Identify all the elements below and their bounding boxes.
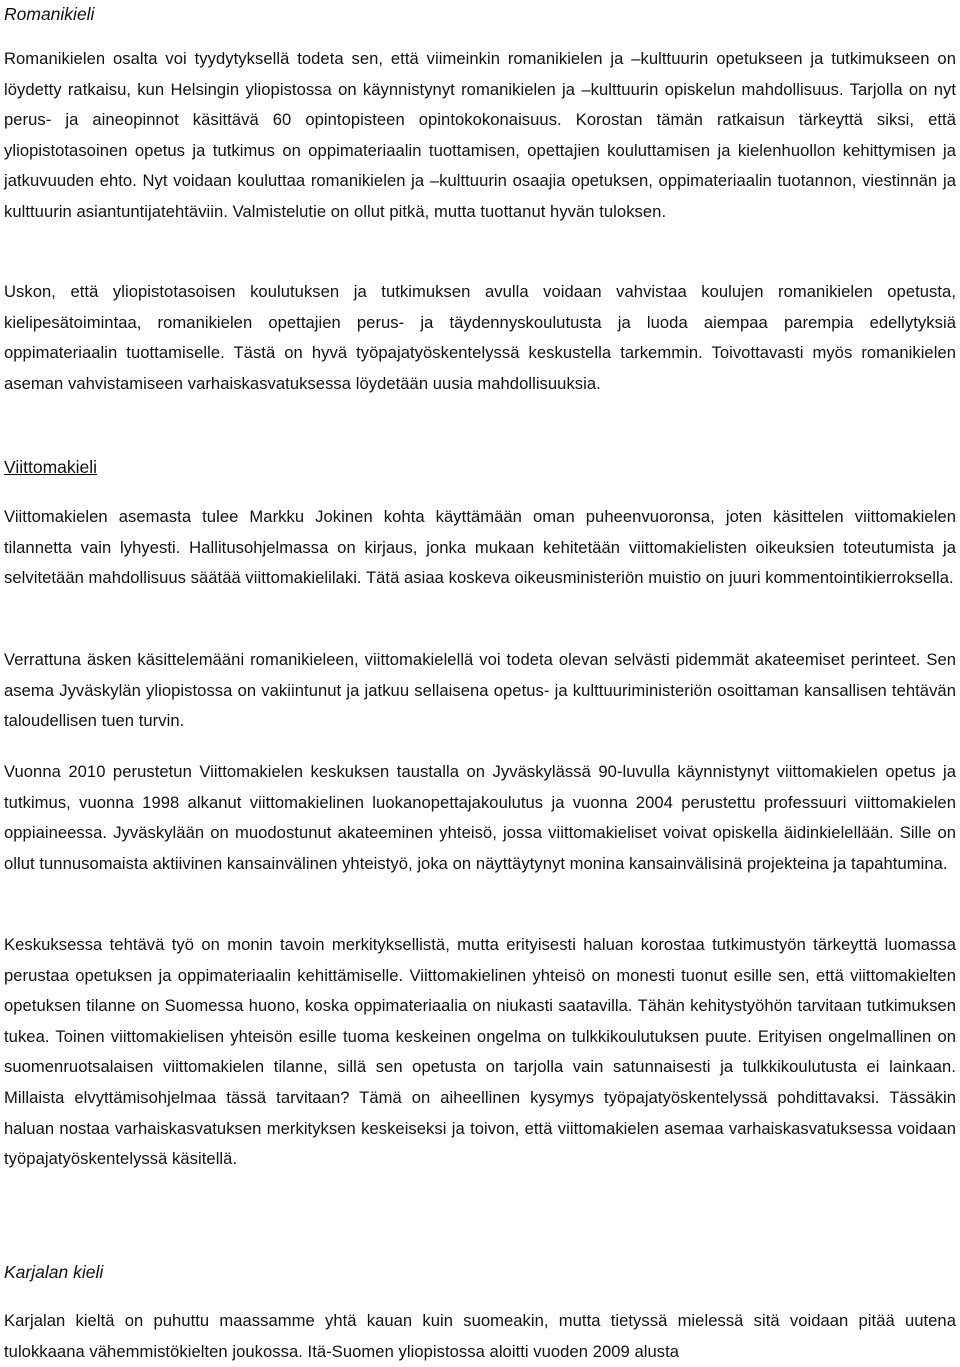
paragraph: Verrattuna äsken käsittelemääni romanikieleen, viittomakielellä voi todeta olevan selvästi pidemmät akateemiset perinteet. Sen asema Jyväskylän yliopistossa on vakiintunut ja jatkuu sellaisena opetus- ja kulttuuriministeriön osoittaman kansallisen tehtävän taloudellisen tuen turvin. (4, 650, 956, 731)
paragraph: Romanikielen osalta voi tyydytyksellä todeta sen, että viimeinkin romanikielen ja –kulttuurin opetukseen ja tutkimukseen on löydetty ratkaisu, kun Helsingin yliopistossa on käynnistynyt romanikielen ja –kulttuurin opiskelun mahdollisuus. Tarjolla on nyt perus- ja aineopinnot käsittävä 60 opintopisteen opintokokonaisuus. Korostan tämän ratkaisun tärkeyttä siksi, että yliopistotasoinen opetus ja tutkimus on oppimateriaalin tuottamisen, opettajien kouluttamisen ja kielenhuollon kehittymisen ja jatkuvuuden ehto. Nyt voidaan kouluttaa romanikielen ja –kulttuurin osaajia opetuksen, oppimateriaalin tuotannon, viestinnän ja kulttuurin asiantuntijatehtäviin. Valmistelutie on ollut pitkä, mutta tuottanut hyvän tuloksen. (4, 49, 956, 221)
paragraph: Karjalan kieltä on puhuttu maassamme yhtä kauan kuin suomeakin, mutta tietyssä mielessä sitä voidaan pitää uutena tulokkaana vähemmistökielten joukossa. Itä-Suomen yliopistossa aloitti vuoden 2009 alusta (4, 1311, 956, 1361)
paragraph: Viittomakielen asemasta tulee Markku Jokinen kohta käyttämään oman puheenvuoronsa, joten käsittelen viittomakielen tilannetta vain lyhyesti. Hallitusohjelmassa on kirjaus, jonka mukaan kehitetään viittomakielisten oikeuksien toteutumista ja selvitetään mahdollisuus säätää viittomakielilaki. Tätä asiaa koskeva oikeusministeriön muistio on juuri kommentointikierroksella. (4, 507, 956, 588)
heading-karjalan-kieli: Karjalan kieli (4, 1262, 104, 1282)
heading-viittomakieli: Viittomakieli (4, 457, 98, 477)
heading-romanikieli: Romanikieli (4, 4, 95, 24)
paragraph: Keskuksessa tehtävä työ on monin tavoin merkityksellistä, mutta erityisesti haluan korostaa tutkimustyön tärkeyttä luomassa perustaa opetuksen ja oppimateriaalin kehittämiselle. Viittomakielinen yhteisö on monesti tuonut esille sen, että viittomakielten opetuksen tilanne on Suomessa huono, koska oppimateriaalia on niukasti saatavilla. Tähän kehitystyöhön tarvitaan tutkimuksen tukea. Toinen viittomakielisen yhteisön esille tuoma keskeinen ongelma on tulkkikoulutuksen puute. Erityisen ongelmallinen on suomenruotsalaisen viittomakielen tilanne, sillä sen opetusta on tarjolla vain satunnaisesti ja tulkkikoulutusta ei lainkaan. Millaista elvyttämisohjelmaa tässä tarvitaan? Tämä on aiheellinen kysymys työpajatyöskentelyssä pohdittavaksi. Tässäkin haluan nostaa varhaiskasvatuksen merkityksen keskeiseksi ja toivon, että viittomakielen asemaa varhaiskasvatuksessa voidaan työpajatyöskentelyssä käsitellä. (4, 935, 956, 1169)
paragraph: Vuonna 2010 perustetun Viittomakielen keskuksen taustalla on Jyväskylässä 90-luvulla käynnistynyt viittomakielen opetus ja tutkimus, vuonna 1998 alkanut viittomakielinen luokanopettajakoulutus ja vuonna 2004 perustettu professuuri viittomakielen oppiaineessa. Jyväskylään on muodostunut akateeminen yhteisö, jossa viittomakieliset voivat opiskella äidinkielellään. Sille on ollut tunnusomaista aktiivinen kansainvälinen yhteistyö, joka on näyttäytynyt monina kansainvälisinä projekteina ja tapahtumina. (4, 762, 956, 873)
paragraph: Uskon, että yliopistotasoisen koulutuksen ja tutkimuksen avulla voidaan vahvistaa koulujen romanikielen opetusta, kielipesätoimintaa, romanikielen opettajien perus- ja täydennyskoulutusta ja luoda aiempaa parempia edellytyksiä oppimateriaalin tuottamiselle. Tästä on hyvä työpajatyöskentelyssä keskustella tarkemmin. Toivottavasti myös romanikielen aseman vahvistamiseen varhaiskasvatuksessa löydetään uusia mahdollisuuksia. (4, 282, 956, 393)
